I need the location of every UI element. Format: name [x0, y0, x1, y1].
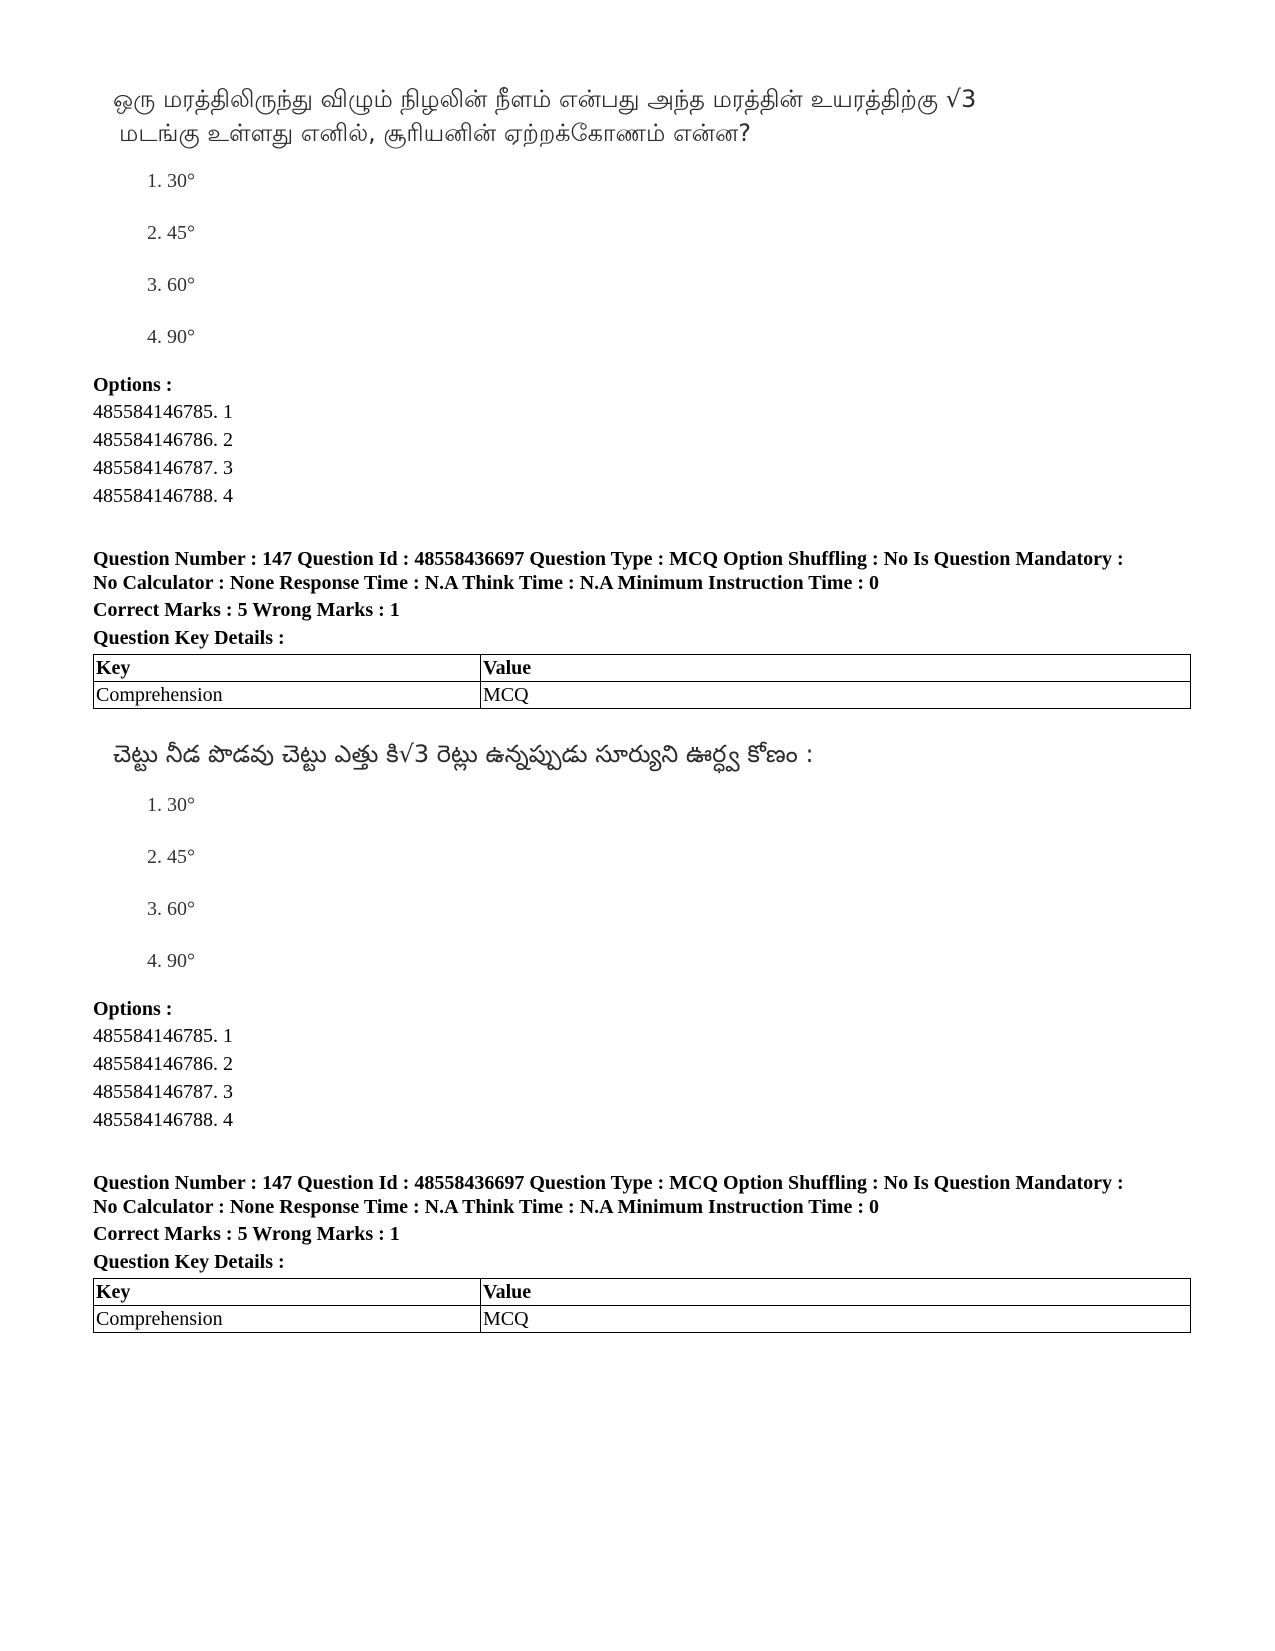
table-header-value: Value	[481, 655, 1191, 682]
table-cell-value: MCQ	[481, 682, 1191, 709]
key-details-label: Question Key Details :	[93, 1251, 285, 1273]
choice-item: 1. 30°	[147, 170, 195, 192]
choice-item: 2. 45°	[147, 846, 195, 868]
option-line: 485584146785. 1	[93, 401, 233, 423]
table-header-row	[94, 655, 1191, 682]
marks-line: Correct Marks : 5 Wrong Marks : 1	[93, 599, 400, 621]
question-meta	[93, 1171, 1203, 1219]
table-cell-key: Comprehension	[94, 682, 481, 709]
table-row	[94, 682, 1191, 709]
choice-item: 3. 60°	[147, 274, 195, 296]
question-meta	[93, 547, 1203, 595]
choice-item: 4. 90°	[147, 326, 195, 348]
option-line: 485584146788. 4	[93, 485, 233, 507]
choice-item: 3. 60°	[147, 898, 195, 920]
options-label: Options :	[93, 374, 173, 396]
question-line: ஒரு மரத்திலிருந்து விழும் நிழலின் நீளம் என்பது அந்த மரத்தின் உயரத்திற்கு √3	[113, 85, 977, 113]
key-details-table	[93, 1278, 1191, 1333]
table-row	[94, 1306, 1191, 1333]
options-label: Options :	[93, 998, 173, 1020]
table-header-row	[94, 1279, 1191, 1306]
key-details-label: Question Key Details :	[93, 627, 285, 649]
key-details-table	[93, 654, 1191, 709]
question-line: மடங்கு உள்ளது எனில், சூரியனின் ஏற்றக்கோணம் என்ன?	[119, 119, 751, 147]
table-header-key: Key	[94, 655, 481, 682]
question-meta-line: No Calculator : None Response Time : N.A Think Time : N.A Minimum Instruction Time : 0	[93, 1196, 879, 1218]
option-line: 485584146786. 2	[93, 429, 233, 451]
marks-line: Correct Marks : 5 Wrong Marks : 1	[93, 1223, 400, 1245]
option-line: 485584146785. 1	[93, 1025, 233, 1047]
question-image-telugu	[113, 737, 814, 771]
choice-item: 2. 45°	[147, 222, 195, 244]
question-image-tamil	[113, 82, 976, 150]
table-header-key: Key	[94, 1279, 481, 1306]
question-meta-line: No Calculator : None Response Time : N.A Think Time : N.A Minimum Instruction Time : 0	[93, 572, 879, 594]
option-line: 485584146787. 3	[93, 457, 233, 479]
option-line: 485584146788. 4	[93, 1109, 233, 1131]
table-cell-value: MCQ	[481, 1306, 1191, 1333]
table-cell-key: Comprehension	[94, 1306, 481, 1333]
table-header-value: Value	[481, 1279, 1191, 1306]
question-meta-line: Question Number : 147 Question Id : 48558436697 Question Type : MCQ Option Shuffling : No Is Question Mandatory :	[93, 548, 1124, 570]
question-line: చెట్టు నీడ పొడవు చెట్టు ఎత్తు కి√3 రెట్లు ఉన్నప్పుడు సూర్యుని ఊర్ధ్వ కోణం :	[113, 740, 814, 768]
question-meta-line: Question Number : 147 Question Id : 48558436697 Question Type : MCQ Option Shuffling : No Is Question Mandatory :	[93, 1172, 1124, 1194]
choice-item: 1. 30°	[147, 794, 195, 816]
option-line: 485584146786. 2	[93, 1053, 233, 1075]
option-line: 485584146787. 3	[93, 1081, 233, 1103]
choice-item: 4. 90°	[147, 950, 195, 972]
